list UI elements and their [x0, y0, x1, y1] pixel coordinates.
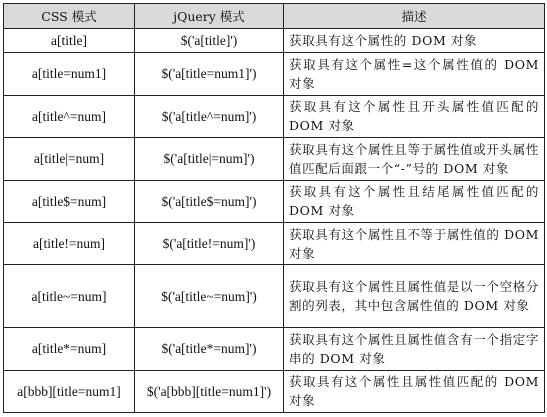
selector-table-container: [3, 3, 544, 413]
description-cell: 获取具有这个属性且开头属性值匹配的 DOM 对象: [284, 95, 545, 137]
description-cell: 获取具有这个属性且等于属性值或开头属性值匹配后面跟一个“-”号的 DOM 对象: [284, 138, 545, 180]
jquery-selector-cell: $('a[title$=num]'): [135, 180, 284, 222]
table-row: [4, 370, 545, 412]
selector-table: [3, 3, 545, 413]
table-body: [4, 29, 545, 413]
css-selector-cell: a[title$=num]: [4, 180, 135, 222]
header-description: 描述: [284, 4, 545, 29]
header-row: [4, 4, 545, 29]
description-cell: 获取具有这个属性且结尾属性值匹配的 DOM 对象: [284, 180, 545, 222]
css-selector-cell: a[title~=num]: [4, 265, 135, 328]
jquery-selector-cell: $('a[title~=num]'): [135, 265, 284, 328]
table-row: [4, 265, 545, 328]
jquery-selector-cell: $('a[title*=num]'): [135, 328, 284, 370]
description-cell: 获取具有这个属性且不等于属性值的 DOM 对象: [284, 223, 545, 265]
table-row: [4, 180, 545, 222]
table-row: [4, 223, 545, 265]
table-row: [4, 95, 545, 137]
css-selector-cell: a[title=num1]: [4, 53, 135, 95]
table-row: [4, 29, 545, 53]
jquery-selector-cell: $('a[title^=num]'): [135, 95, 284, 137]
description-cell: 获取具有这个属性且属性值是以一个空格分割的列表，其中包含属性值的 DOM 对象: [284, 265, 545, 328]
jquery-selector-cell: $('a[title]'): [135, 29, 284, 53]
header-jquery-mode: jQuery 模式: [135, 4, 284, 29]
css-selector-cell: a[title!=num]: [4, 223, 135, 265]
description-cell: 获取具有这个属性的 DOM 对象: [284, 29, 545, 53]
css-selector-cell: a[bbb][title=num1]: [4, 370, 135, 412]
css-selector-cell: a[title^=num]: [4, 95, 135, 137]
table-row: [4, 138, 545, 180]
css-selector-cell: a[title]: [4, 29, 135, 53]
jquery-selector-cell: $('a[title|=num]'): [135, 138, 284, 180]
css-selector-cell: a[title*=num]: [4, 328, 135, 370]
description-cell: 获取具有这个属性且属性值含有一个指定字串的 DOM 对象: [284, 328, 545, 370]
table-row: [4, 53, 545, 95]
description-cell: 获取具有这个属性=这个属性值的 DOM 对象: [284, 53, 545, 95]
css-selector-cell: a[title|=num]: [4, 138, 135, 180]
jquery-selector-cell: $('a[title!=num]'): [135, 223, 284, 265]
table-header: [4, 4, 545, 29]
description-cell: 获取具有这个属性且属性值匹配的 DOM 对象: [284, 370, 545, 412]
table-row: [4, 328, 545, 370]
jquery-selector-cell: $('a[bbb][title=num1]'): [135, 370, 284, 412]
jquery-selector-cell: $('a[title=num1]'): [135, 53, 284, 95]
header-css-mode: CSS 模式: [4, 4, 135, 29]
